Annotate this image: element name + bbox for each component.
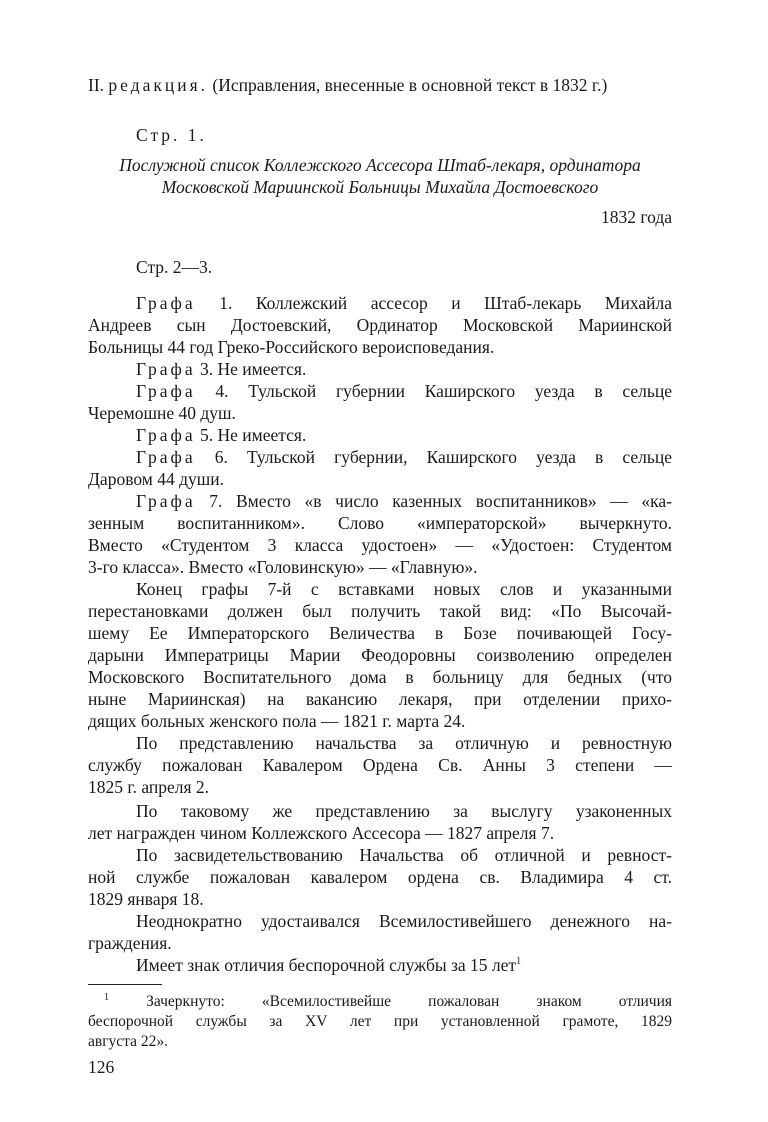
edition-heading: II. редакция. (Исправления, внесенные в основной текст в 1832 г.) xyxy=(88,75,608,95)
grafa-7-line-3: Вместо «Студентом 3 класса удостоен» — «Удостоен: Студентом xyxy=(88,535,672,555)
title-line-2: Московской Мариинской Больницы Михайла Достоевского xyxy=(161,177,599,197)
document-page xyxy=(88,0,672,1122)
page-1-label: Стр. 1. xyxy=(136,125,207,145)
paragraph-1-line-6: ныне Мариинская) на вакансию лекаря, при отделении прихо- xyxy=(88,689,672,709)
footnote-number: 1 xyxy=(104,991,109,1003)
paragraph-1-line-5: Московского Воспитательного дома в больницу для бедных (что xyxy=(88,667,672,687)
paragraph-1-line-4: дарыни Императрицы Марии Феодоровны соизволению определен xyxy=(88,645,672,665)
paragraph-2-line-2: службу пожалован Кавалером Ордена Св. Анны 3 степени — xyxy=(88,755,672,775)
paragraph-2-line-1: По представлению начальства за отличную и ревностную xyxy=(136,733,672,753)
footnote-divider xyxy=(88,984,162,985)
paragraph-4-line-3: 1829 января 18. xyxy=(88,889,204,909)
grafa-7-line-1: Графа 7. Вместо «в число казенных воспитанников» — «ка- xyxy=(136,491,672,511)
grafa-1-line-1: Графа 1. Коллежский ассесор и Штаб-лекарь Михайла xyxy=(136,293,673,313)
paragraph-1-line-7: дящих больных женского пола — 1821 г. марта 24. xyxy=(88,711,466,731)
footnote-line-1: $^1$ Зачеркнуто: «Всемилостивейше пожалован знаком отличия xyxy=(104,991,672,1010)
grafa-7-line-4: 3-го класса». Вместо «Головинскую» — «Главную». xyxy=(88,557,478,577)
paragraph-1-line-1: Конец графы 7-й с вставками новых слов и указанными xyxy=(136,579,672,599)
grafa-7-line-2: зенным воспитанником». Слово «императорской» вычеркнуто. xyxy=(88,513,672,533)
pages-2-3-label: Стр. 2—3. xyxy=(136,257,213,277)
paragraph-5-line-2: граждения. xyxy=(88,933,172,953)
grafa-5-line-1: Графа 5. Не имеется. xyxy=(136,425,307,445)
page-number: 126 xyxy=(88,1057,115,1077)
grafa-6-line-1: Графа 6. Тульской губернии, Каширского уезда в сельце xyxy=(136,447,673,467)
grafa-3-line-1: Графа 3. Не имеется. xyxy=(136,359,307,379)
paragraph-5-line-1: Неоднократно удостаивался Всемилостивейшего денежного на- xyxy=(136,911,672,931)
paragraph-6-line-1: Имеет знак отличия беспорочной службы за 15 лет$^1$ xyxy=(136,955,522,975)
grafa-1-line-2: Андреев сын Достоевский, Ординатор Московской Мариинской xyxy=(88,315,672,335)
grafa-4-line-1: Графа 4. Тульской губернии Каширского уезда в сельце xyxy=(136,381,673,401)
footnote-line-3: августа 22». xyxy=(88,1033,169,1050)
footnote-ref: 1 xyxy=(516,956,522,968)
paragraph-1-line-2: перестановками должен был получить такой вид: «По Высочай- xyxy=(88,601,672,621)
paragraph-4-line-1: По засвидетельствованию Начальства об отличной и ревност- xyxy=(136,845,672,865)
paragraph-1-line-3: шему Ее Императорского Величества в Бозе почивающей Госу- xyxy=(88,623,672,643)
paragraph-4-line-2: ной службе пожалован кавалером ордена св. Владимира 4 ст. xyxy=(88,867,672,887)
paragraph-2-line-3: 1825 г. апреля 2. xyxy=(88,777,210,797)
grafa-6-line-2: Даровом 44 души. xyxy=(88,469,224,489)
title-line-1: Послужной список Коллежского Ассесора Штаб-лекаря, ординатора xyxy=(119,155,641,175)
paragraph-3-line-2: лет награжден чином Коллежского Ассесора — 1827 апреля 7. xyxy=(88,823,555,843)
grafa-4-line-2: Черемошне 40 душ. xyxy=(88,403,236,423)
paragraph-3-line-1: По таковому же представлению за выслугу узаконенных xyxy=(136,801,672,821)
footnote-line-2: беспорочной службы за XV лет при установленной грамоте, 1829 xyxy=(88,1013,672,1030)
grafa-1-line-3: Больницы 44 год Греко-Российского вероисповедания. xyxy=(88,337,495,357)
title-year: 1832 года xyxy=(600,207,672,227)
